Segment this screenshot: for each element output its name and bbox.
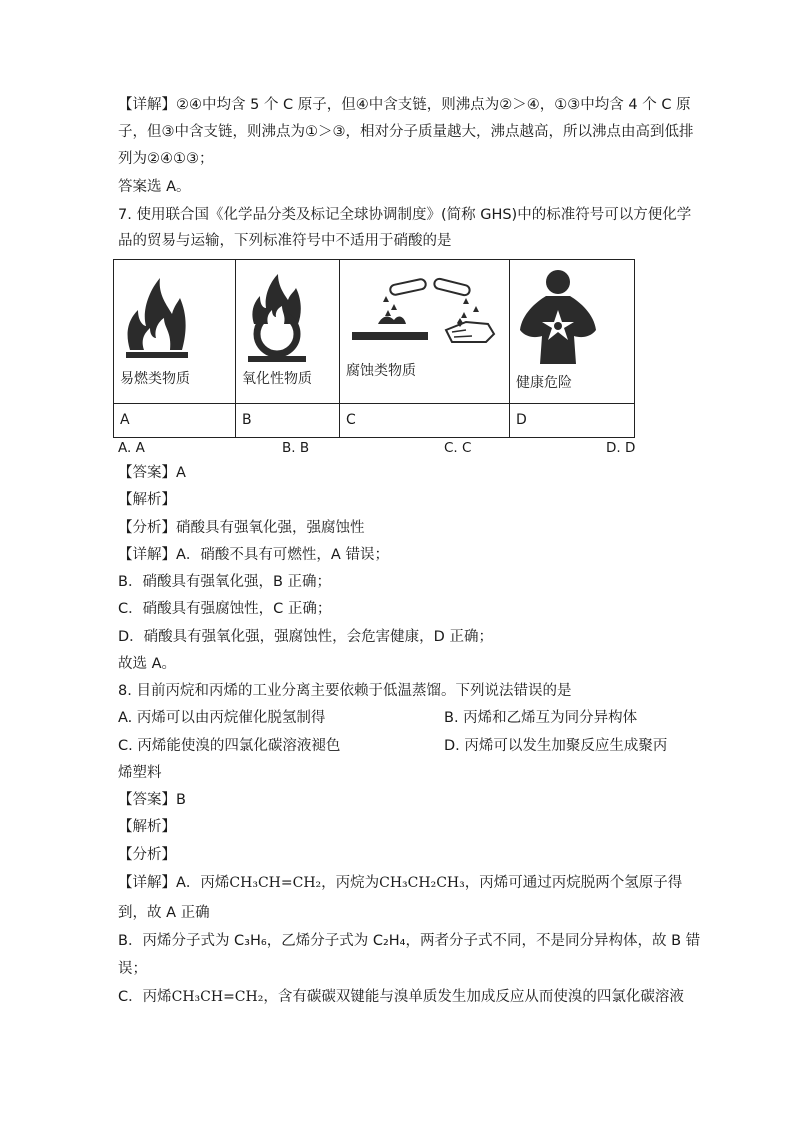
line-2: 子，但③中含支链，则沸点为①＞③，相对分子质量越大，沸点越高，所以沸点由高到低排 bbox=[118, 124, 694, 140]
detail-8-c: C．丙烯CH₃CH=CH₂，含有碳碳双键能与溴单质发生加成反应从而使溴的四氯化碳溶液 bbox=[118, 989, 684, 1005]
cell-health-hazard bbox=[510, 260, 635, 404]
cell-corrosive bbox=[340, 260, 510, 404]
health-hazard-icon bbox=[518, 266, 598, 366]
analysis-heading-7: 【解析】 bbox=[118, 492, 176, 508]
cell-flammable bbox=[114, 260, 236, 404]
detail-8-a-cont: 到，故 A 正确 bbox=[118, 905, 210, 921]
line-3: 列为②④①③； bbox=[118, 151, 214, 167]
cell-oxidizer bbox=[236, 260, 340, 404]
answer-8: 【答案】B bbox=[118, 792, 186, 808]
letter-cell-c: C bbox=[340, 404, 510, 438]
line-1: 【详解】②④中均含 5 个 C 原子，但④中含支链，则沸点为②＞④，①③中均含 4 个 C 原 bbox=[118, 97, 691, 113]
option-7-a: A. A bbox=[118, 440, 145, 456]
analysis-8: 【分析】 bbox=[118, 847, 176, 863]
line-4: 答案选 A。 bbox=[118, 179, 191, 195]
formula-propane: CH₃CH₂CH₃ bbox=[379, 875, 465, 891]
option-8-b: B. 丙烯和乙烯互为同分异构体 bbox=[444, 710, 638, 726]
flame-icon bbox=[122, 270, 192, 360]
caption-flammable: 易燃类物质 bbox=[120, 371, 190, 387]
analysis-7: 【分析】硝酸具有强氧化强，强腐蚀性 bbox=[118, 520, 365, 536]
detail-7-b: B．硝酸具有强氧化强，B 正确； bbox=[118, 574, 332, 590]
flame-over-circle-icon bbox=[244, 270, 310, 364]
option-7-d: D. D bbox=[606, 440, 636, 456]
ghs-symbol-table bbox=[113, 259, 635, 438]
question-7-line-2: 品的贸易与运输，下列标准符号中不适用于硝酸的是 bbox=[118, 233, 452, 249]
caption-oxidizer: 氧化性物质 bbox=[242, 371, 312, 387]
option-8-d: D. 丙烯可以发生加聚反应生成聚丙 bbox=[444, 738, 668, 754]
detail-7-a: 【详解】A．硝酸不具有可燃性，A 错误； bbox=[118, 547, 389, 563]
formula-propene: CH₃CH=CH₂ bbox=[229, 875, 322, 891]
caption-corrosive: 腐蚀类物质 bbox=[346, 363, 416, 379]
detail-8-b-cont: 误； bbox=[118, 961, 147, 977]
option-7-c: C. C bbox=[444, 440, 472, 456]
question-8: 8. 目前丙烷和丙烯的工业分离主要依赖于低温蒸馏。下列说法错误的是 bbox=[118, 683, 572, 699]
option-8-d-cont: 烯塑料 bbox=[118, 765, 162, 781]
letter-cell-a: A bbox=[114, 404, 236, 438]
option-8-a: A. 丙烯可以由丙烷催化脱氢制得 bbox=[118, 710, 326, 726]
caption-health-hazard: 健康危险 bbox=[516, 375, 572, 391]
detail-8-b: B．丙烯分子式为 C₃H₆，乙烯分子式为 C₂H₄，两者分子式不同，不是同分异构体，故 B 错 bbox=[118, 933, 701, 949]
question-7-line-1: 7. 使用联合国《化学品分类及标记全球协调制度》(简称 GHS)中的标准符号可以方便化学 bbox=[118, 207, 692, 223]
option-7-b: B. B bbox=[282, 440, 310, 456]
detail-7-d: D．硝酸具有强氧化强，强腐蚀性，会危害健康，D 正确； bbox=[118, 629, 493, 645]
detail-7-e: 故选 A。 bbox=[118, 656, 177, 672]
letter-cell-d: D bbox=[510, 404, 635, 438]
answer-7: 【答案】A bbox=[118, 465, 186, 481]
analysis-heading-8: 【解析】 bbox=[118, 819, 176, 835]
corrosive-icon bbox=[348, 274, 498, 364]
option-8-c: C. 丙烯能使溴的四氯化碳溶液褪色 bbox=[118, 738, 341, 754]
formula-propene-2: CH₃CH=CH₂ bbox=[171, 989, 264, 1005]
detail-8-a: 【详解】A．丙烯CH₃CH=CH₂，丙烷为CH₃CH₂CH₃，丙烯可通过丙烷脱两个氢原子得 bbox=[118, 875, 683, 891]
letter-cell-b: B bbox=[236, 404, 340, 438]
detail-7-c: C．硝酸具有强腐蚀性，C 正确； bbox=[118, 601, 332, 617]
